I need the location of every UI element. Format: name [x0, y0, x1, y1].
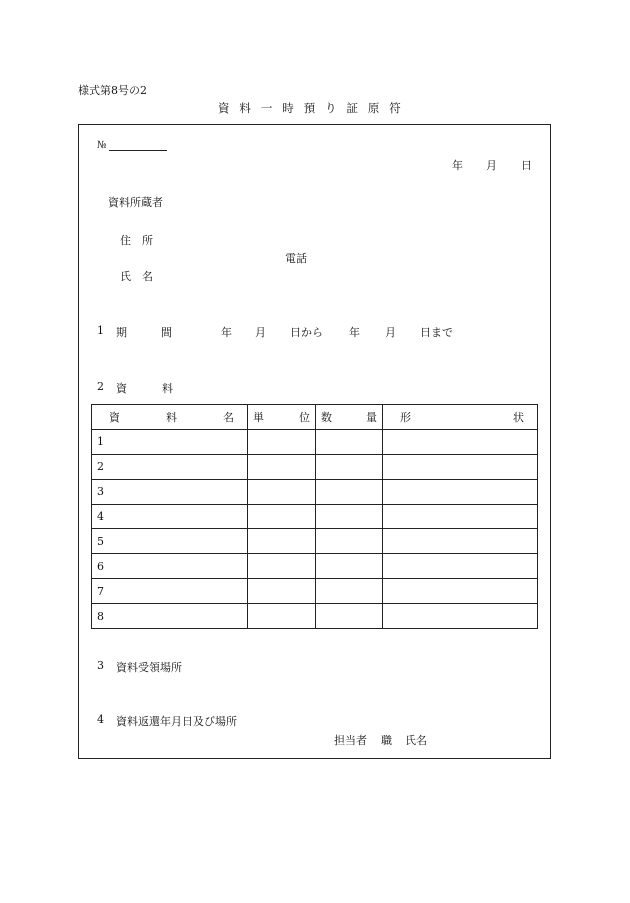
staff-title-label: 職 [381, 734, 392, 747]
column-header-quantity [316, 405, 383, 430]
unit-cell[interactable] [248, 479, 316, 504]
header-char: 単 [253, 410, 264, 424]
pickup-location-label: 資料受領場所 [116, 661, 182, 674]
quantity-cell[interactable] [316, 479, 383, 504]
row-number: 6 [92, 554, 248, 579]
row-number: 4 [92, 504, 248, 529]
title-char: 料 [239, 101, 252, 115]
staff-name-label: 氏名 [405, 734, 427, 747]
quantity-cell[interactable] [316, 579, 383, 604]
date-year-label: 年 [452, 159, 463, 172]
quantity-cell[interactable] [316, 454, 383, 479]
table-header-row [92, 405, 538, 430]
receipt-number-line [109, 150, 167, 151]
header-char: 資 [109, 410, 120, 424]
quantity-cell[interactable] [316, 604, 383, 629]
section1-number: 1 [97, 324, 104, 337]
unit-cell[interactable] [248, 554, 316, 579]
address-label: 住 所 [120, 234, 153, 247]
staff-label: 担当者 [334, 734, 367, 747]
unit-cell[interactable] [248, 529, 316, 554]
title-char: 一 [260, 101, 273, 115]
row-number: 7 [92, 579, 248, 604]
shape-cell[interactable] [383, 529, 538, 554]
column-header-unit [248, 405, 316, 430]
section2-number: 2 [97, 380, 104, 393]
unit-cell[interactable] [248, 454, 316, 479]
name-label: 氏 名 [120, 270, 153, 283]
unit-cell[interactable] [248, 504, 316, 529]
shape-cell[interactable] [383, 429, 538, 454]
table-row [92, 579, 538, 604]
shape-cell[interactable] [383, 604, 538, 629]
header-char: 状 [513, 410, 524, 424]
row-number: 5 [92, 529, 248, 554]
unit-cell[interactable] [248, 604, 316, 629]
document-title [218, 100, 411, 116]
shape-cell[interactable] [383, 504, 538, 529]
unit-cell[interactable] [248, 429, 316, 454]
period-to-month: 月 [385, 326, 396, 339]
receipt-number-label: № [97, 140, 107, 151]
section3-number: 3 [97, 659, 104, 672]
section4-number: 4 [97, 713, 104, 726]
period-to-day: 日まで [420, 326, 453, 339]
period-to-year: 年 [349, 326, 360, 339]
row-number: 1 [92, 429, 248, 454]
table-row [92, 479, 538, 504]
header-char: 位 [299, 410, 310, 424]
date-day-label: 日 [521, 159, 532, 172]
quantity-cell[interactable] [316, 554, 383, 579]
row-number: 8 [92, 604, 248, 629]
title-char: 原 [367, 101, 380, 115]
section2-label-char: 料 [162, 382, 173, 395]
table-row [92, 504, 538, 529]
unit-cell[interactable] [248, 579, 316, 604]
table-row [92, 429, 538, 454]
title-char: り [325, 101, 337, 115]
table-row [92, 604, 538, 629]
shape-cell[interactable] [383, 454, 538, 479]
shape-cell[interactable] [383, 554, 538, 579]
title-char: 時 [282, 101, 295, 115]
table-row [92, 554, 538, 579]
header-char: 形 [400, 410, 411, 424]
date-month-label: 月 [486, 159, 497, 172]
header-char: 数 [321, 410, 332, 424]
form-number: 様式第8号の2 [78, 84, 147, 97]
row-number: 2 [92, 454, 248, 479]
title-char: 資 [218, 101, 230, 115]
header-char: 料 [166, 410, 177, 424]
shape-cell[interactable] [383, 579, 538, 604]
header-char: 量 [366, 410, 377, 424]
quantity-cell[interactable] [316, 529, 383, 554]
shape-cell[interactable] [383, 479, 538, 504]
title-char: 符 [389, 101, 402, 115]
period-from-day: 日から [290, 326, 323, 339]
column-header-name [92, 405, 248, 430]
section2-label-char: 資 [116, 382, 127, 395]
quantity-cell[interactable] [316, 504, 383, 529]
period-from-year: 年 [221, 326, 232, 339]
row-number: 3 [92, 479, 248, 504]
owner-label: 資料所蔵者 [108, 196, 163, 209]
column-header-shape [383, 405, 538, 430]
return-date-place-label: 資料返還年月日及び場所 [116, 715, 237, 728]
title-char: 証 [346, 101, 359, 115]
quantity-cell[interactable] [316, 429, 383, 454]
phone-label: 電話 [285, 252, 307, 265]
section1-label-char: 期 [116, 326, 127, 339]
table-row [92, 529, 538, 554]
period-from-month: 月 [255, 326, 266, 339]
header-char: 名 [223, 410, 234, 424]
table-row [92, 454, 538, 479]
section1-label-char: 間 [161, 326, 172, 339]
materials-table [91, 404, 538, 629]
title-char: 預 [303, 101, 316, 115]
